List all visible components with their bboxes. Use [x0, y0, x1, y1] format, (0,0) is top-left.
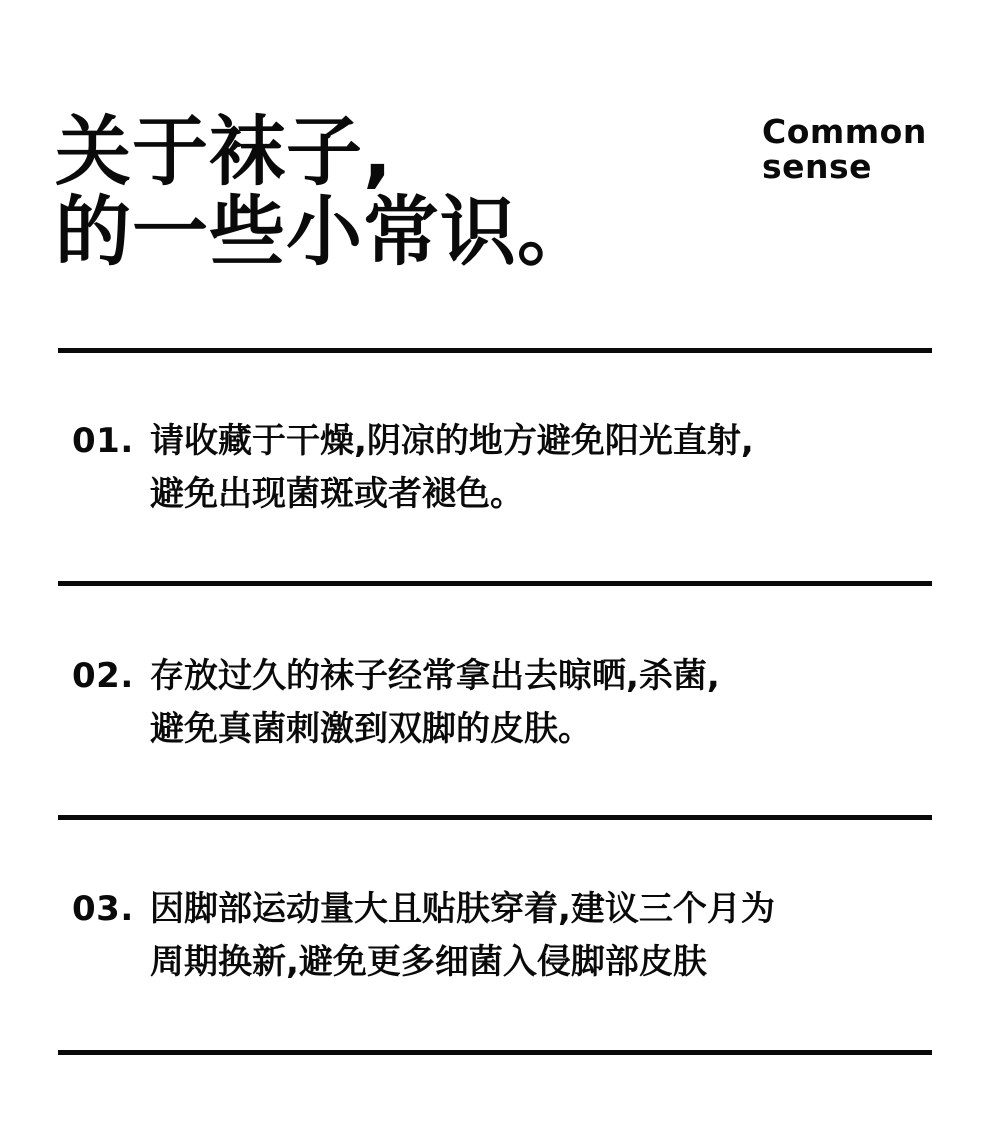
- tip-text: [150, 415, 950, 521]
- brand-tagline: [762, 114, 927, 184]
- divider-2: [58, 815, 932, 820]
- divider-top: [58, 348, 932, 353]
- tip-number: 02.: [72, 656, 134, 696]
- tip-text-line-1: 存放过久的袜子经常拿出去晾晒,杀菌,: [150, 656, 720, 696]
- tip-text: [150, 883, 950, 989]
- tip-number: 01.: [72, 421, 134, 461]
- tip-text: [150, 650, 950, 756]
- divider-bottom: [58, 1050, 932, 1055]
- tip-text-line-2: 避免出现菌斑或者褪色。: [150, 474, 524, 514]
- tip-text-line-2: 避免真菌刺激到双脚的皮肤。: [150, 709, 592, 749]
- page-title-line-1: 关于袜子,: [55, 107, 393, 196]
- page-title-line-2: 的一些小常识。: [55, 187, 594, 276]
- brand-tagline-line-1: Common: [762, 112, 927, 151]
- page-title: [55, 107, 594, 276]
- brand-tagline-line-2: sense: [762, 147, 873, 186]
- tip-text-line-1: 请收藏于干燥,阴凉的地方避免阳光直射,: [150, 421, 754, 461]
- tip-text-line-1: 因脚部运动量大且贴肤穿着,建议三个月为: [150, 889, 775, 929]
- tip-text-line-2: 周期换新,避免更多细菌入侵脚部皮肤: [150, 942, 707, 982]
- tip-number: 03.: [72, 889, 134, 929]
- divider-1: [58, 581, 932, 586]
